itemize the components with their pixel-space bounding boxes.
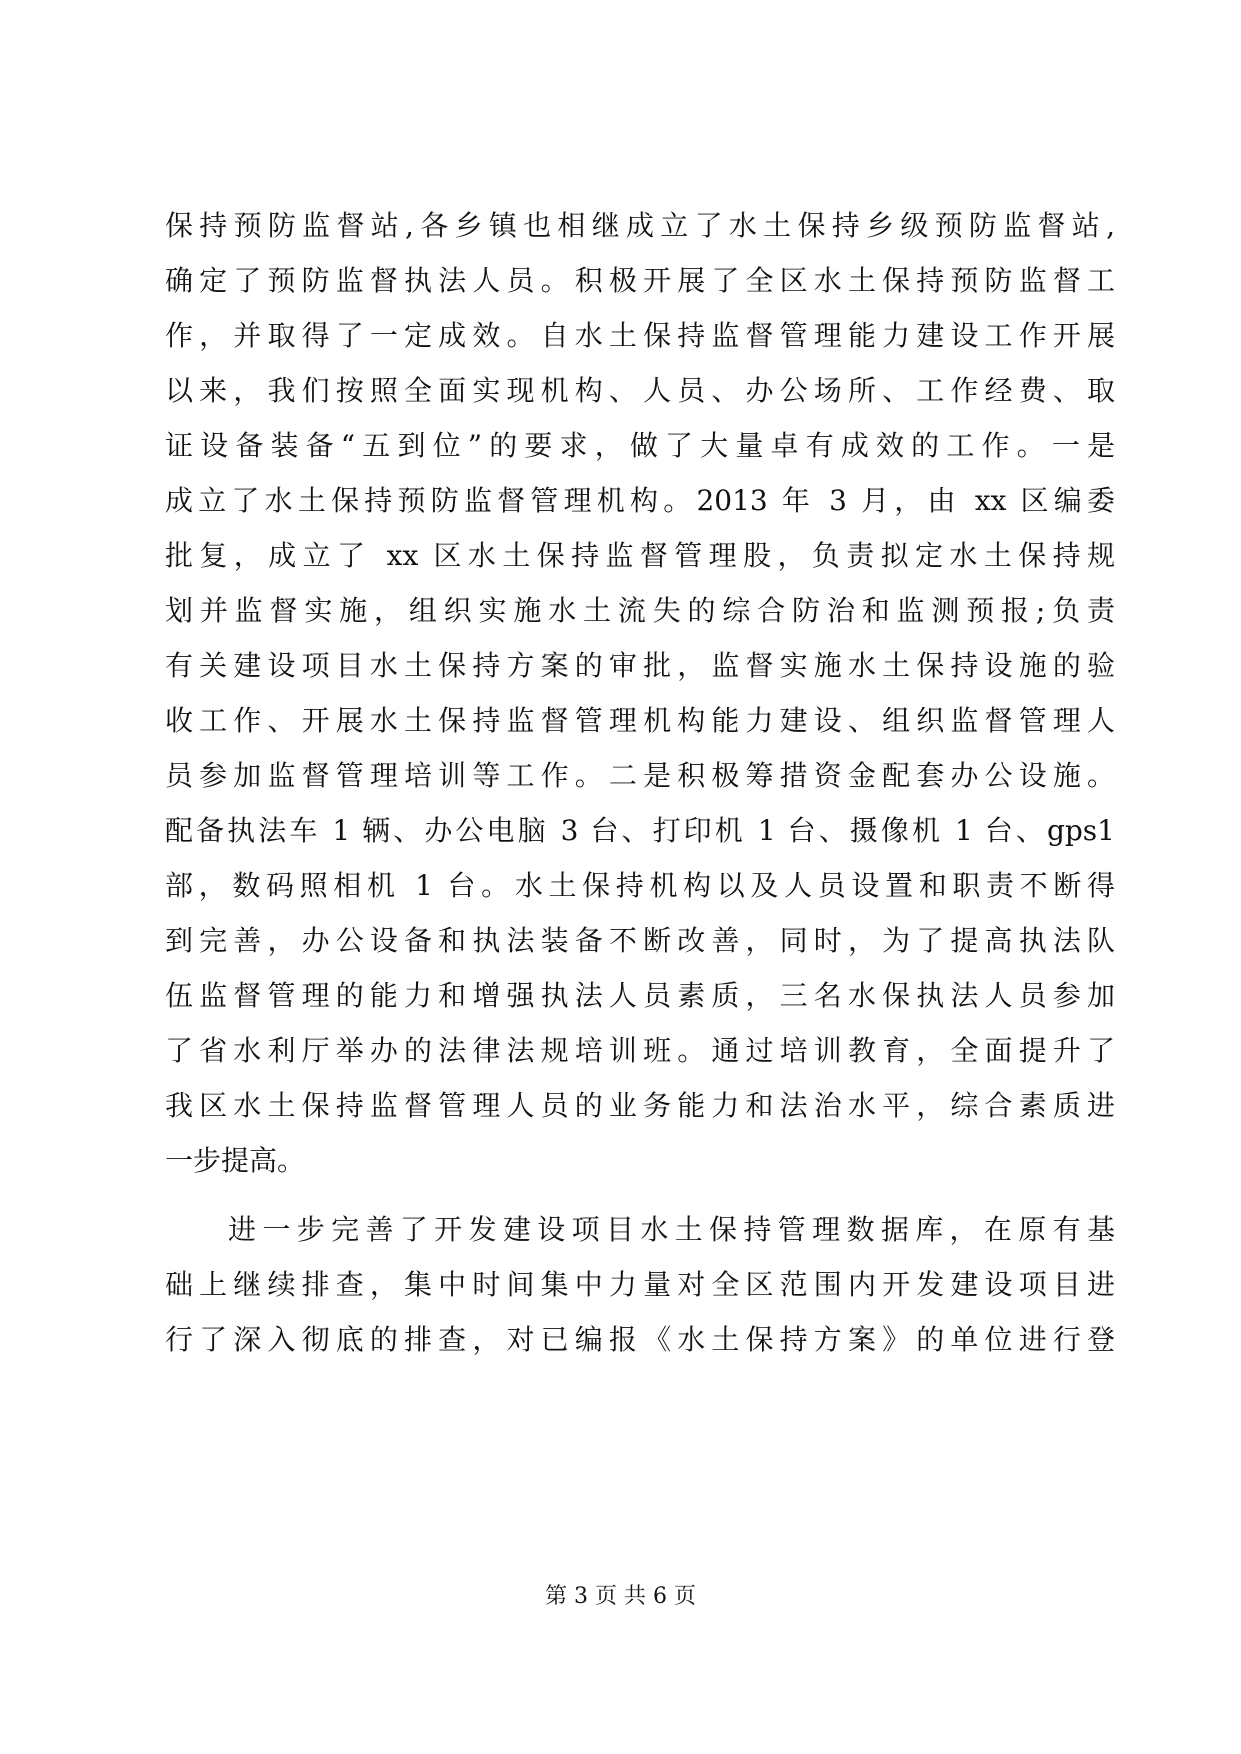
text-line: 证设备装备“五到位”的要求，做了大量卓有成效的工作。一是 <box>165 429 1115 462</box>
paragraph-2 <box>165 1202 1115 1367</box>
text-line: 一步提高。 <box>165 1144 306 1177</box>
text-line: 批复，成立了 xx 区水土保持监督管理股，负责拟定水土保持规 <box>165 539 1115 572</box>
text-line: 收工作、开展水土保持监督管理机构能力建设、组织监督管理人 <box>165 704 1115 737</box>
text-line: 配备执法车 1 辆、办公电脑 3 台、打印机 1 台、摄像机 1 台、gps1 <box>165 814 1115 847</box>
text-line: 成立了水土保持预防监督管理机构。2013 年 3 月，由 xx 区编委 <box>165 484 1115 517</box>
text-line: 作，并取得了一定成效。自水土保持监督管理能力建设工作开展 <box>165 319 1115 352</box>
text-line: 确定了预防监督执法人员。积极开展了全区水土保持预防监督工 <box>165 264 1115 297</box>
text-line: 以来，我们按照全面实现机构、人员、办公场所、工作经费、取 <box>165 374 1115 407</box>
paragraph-1 <box>165 198 1115 1188</box>
text-line: 础上继续排查，集中时间集中力量对全区范围内开发建设项目进 <box>165 1268 1115 1301</box>
text-line: 保持预防监督站,各乡镇也相继成立了水土保持乡级预防监督站, <box>165 209 1115 242</box>
text-line: 我区水土保持监督管理人员的业务能力和法治水平，综合素质进 <box>165 1089 1115 1122</box>
text-line: 伍监督管理的能力和增强执法人员素质，三名水保执法人员参加 <box>165 979 1115 1012</box>
document-body <box>165 198 1115 1367</box>
page-footer: 第 3 页 共 6 页 <box>545 1584 696 1609</box>
text-line: 有关建设项目水土保持方案的审批，监督实施水土保持设施的验 <box>165 649 1115 682</box>
text-line: 进一步完善了开发建设项目水土保持管理数据库，在原有基 <box>228 1213 1115 1246</box>
text-line: 员参加监督管理培训等工作。二是积极筹措资金配套办公设施。 <box>165 759 1115 792</box>
text-line: 到完善，办公设备和执法装备不断改善，同时，为了提高执法队 <box>165 924 1115 957</box>
text-line: 划并监督实施，组织实施水土流失的综合防治和监测预报;负责 <box>165 594 1115 627</box>
text-line: 行了深入彻底的排查，对已编报《水土保持方案》的单位进行登 <box>165 1323 1115 1356</box>
text-line: 部，数码照相机 1 台。水土保持机构以及人员设置和职责不断得 <box>165 869 1115 902</box>
text-line: 了省水利厅举办的法律法规培训班。通过培训教育，全面提升了 <box>165 1034 1115 1067</box>
paragraph-spacer <box>165 1188 1115 1202</box>
